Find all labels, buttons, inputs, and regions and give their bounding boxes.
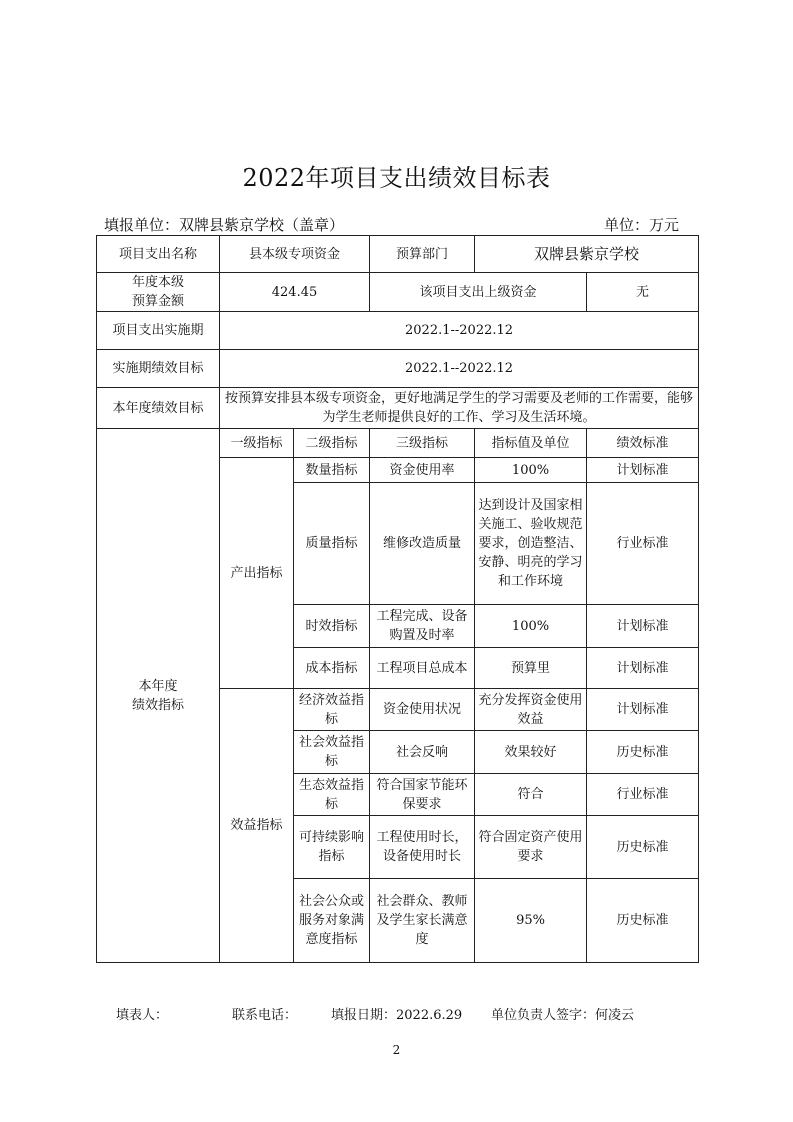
level2-cell: 成本指标 [294,648,370,689]
level3-cell: 工程项目总成本 [370,648,475,689]
budget-dept-value: 双牌县紫京学校 [475,236,699,273]
header-level2: 二级指标 [294,429,370,458]
annual-goal-value: 按预算安排县本级专项资金，更好地满足学生的学习需要及老师的工作需要，能够为学生老师提供良好的工作、学习及生活环境。 [220,388,699,429]
value-cell: 95% [475,879,587,963]
level2-cell: 经济效益指标 [294,689,370,731]
indicators-section-label [97,429,220,963]
standard-cell: 计划标准 [587,648,699,689]
standard-cell: 历史标准 [587,816,699,879]
header-value: 指标值及单位 [475,429,587,458]
value-cell: 100% [475,605,587,648]
upper-funds-label: 该项目支出上级资金 [370,273,587,312]
value-cell: 100% [475,458,587,483]
row-project-name [97,236,699,273]
standard-cell: 计划标准 [587,689,699,731]
row-budget [97,273,699,312]
footer-phone: 联系电话： [232,1008,298,1023]
annual-budget-label-line1: 年度本级 [131,275,184,290]
level2-cell: 社会效益指标 [294,731,370,774]
header-standard: 绩效标准 [587,429,699,458]
performance-table [96,235,699,963]
annual-goal-label: 本年度绩效目标 [97,388,220,429]
row-annual-goal [97,388,699,429]
footer-date: 填报日期：2022.6.29 [331,1008,463,1023]
value-cell: 符合 [475,774,587,816]
level3-cell: 工程使用时长，设备使用时长 [370,816,475,879]
annual-budget-value: 424.45 [220,273,370,312]
standard-cell: 行业标准 [587,483,699,605]
benefit-indicator-label: 效益指标 [220,689,294,963]
currency-unit: 单位：万元 [603,216,679,234]
document-title: 2022年项目支出绩效目标表 [242,164,551,192]
value-cell: 达到设计及国家相关施工、验收规范要求，创造整洁、安静、明亮的学习和工作环境 [475,483,587,605]
level3-cell: 社会群众、教师及学生家长满意度 [370,879,475,963]
standard-cell: 计划标准 [587,458,699,483]
indicators-section-line2: 绩效指标 [131,697,184,713]
header-level3: 三级指标 [370,429,475,458]
standard-cell: 行业标准 [587,774,699,816]
level2-cell: 生态效益指标 [294,774,370,816]
indicators-section-line1: 本年度 [138,678,178,694]
header-level1: 一级指标 [220,429,294,458]
annual-budget-label-line2: 预算金额 [131,294,184,309]
row-period [97,312,699,350]
footer-signer: 单位负责人签字：何凌云 [491,1008,635,1023]
value-cell: 符合固定资产使用要求 [475,816,587,879]
standard-cell: 历史标准 [587,879,699,963]
standard-cell: 计划标准 [587,605,699,648]
project-name-label: 项目支出名称 [97,236,220,273]
level2-cell: 时效指标 [294,605,370,648]
budget-dept-label: 预算部门 [370,236,475,273]
project-name-value: 县本级专项资金 [220,236,370,273]
perf-period-value: 2022.1--2022.12 [220,350,699,388]
period-label: 项目支出实施期 [97,312,220,350]
level3-cell: 社会反响 [370,731,475,774]
level2-cell: 社会公众或服务对象满意度指标 [294,879,370,963]
value-cell: 预算里 [475,648,587,689]
period-value: 2022.1--2022.12 [220,312,699,350]
reporting-unit: 填报单位：双牌县紫京学校（盖章） [104,216,345,234]
upper-funds-value: 无 [587,273,699,312]
level2-cell: 可持续影响指标 [294,816,370,879]
footer-filler: 填表人： [116,1008,169,1023]
level3-cell: 维修改造质量 [370,483,475,605]
output-indicator-label: 产出指标 [220,458,294,689]
level3-cell: 资金使用率 [370,458,475,483]
level3-cell: 资金使用状况 [370,689,475,731]
level3-cell: 符合国家节能环保要求 [370,774,475,816]
standard-cell: 历史标准 [587,731,699,774]
value-cell: 效果较好 [475,731,587,774]
perf-period-label: 实施期绩效目标 [97,350,220,388]
indicator-header-row [97,429,699,458]
annual-budget-label [97,273,220,312]
page-number: 2 [392,1043,401,1057]
level2-cell: 质量指标 [294,483,370,605]
value-cell: 充分发挥资金使用效益 [475,689,587,731]
row-perf-period [97,350,699,388]
level2-cell: 数量指标 [294,458,370,483]
level3-cell: 工程完成、设备购置及时率 [370,605,475,648]
